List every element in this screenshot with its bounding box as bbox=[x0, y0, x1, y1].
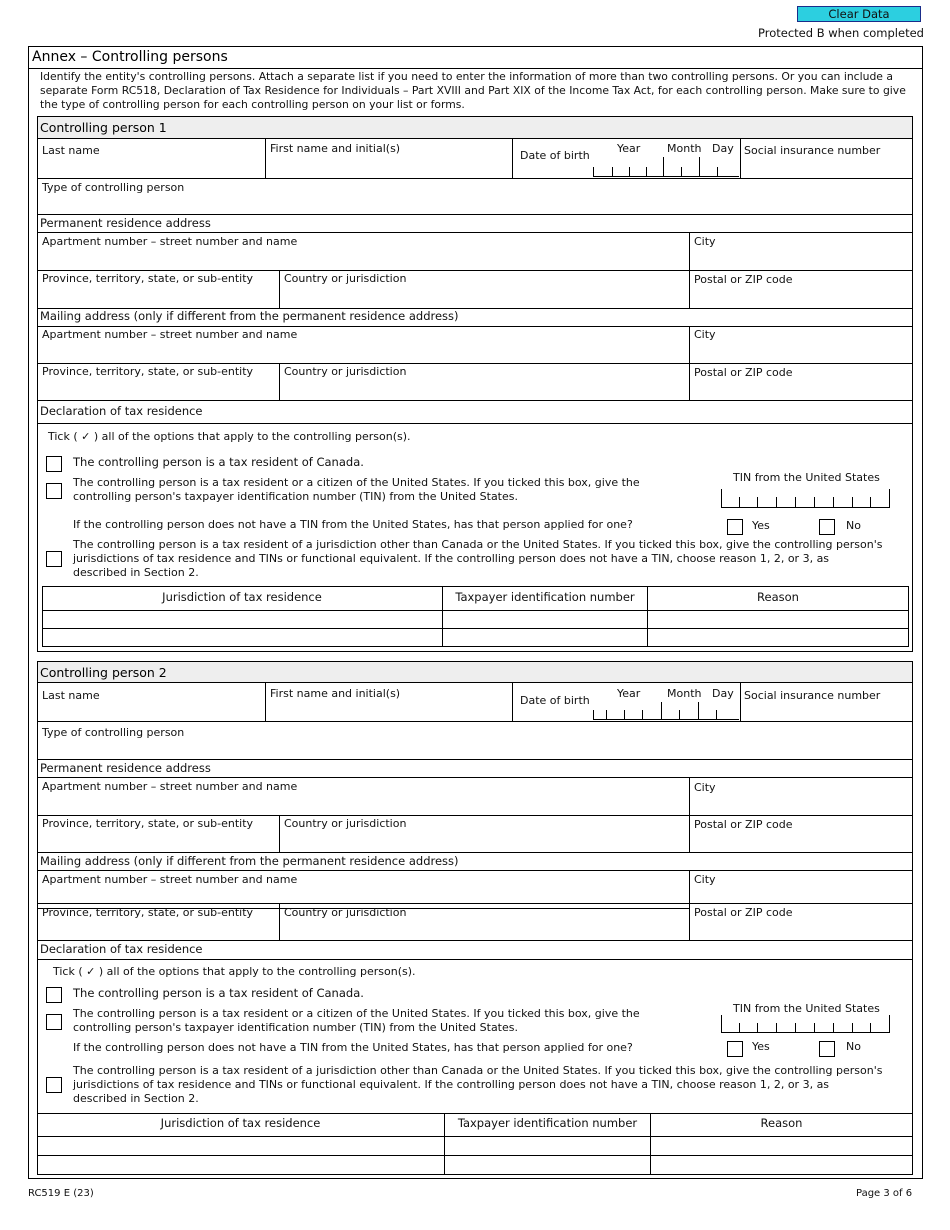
p1-type-input[interactable] bbox=[42, 196, 908, 214]
p2-yes-checkbox[interactable] bbox=[727, 1041, 743, 1057]
p1-month-label: Month bbox=[667, 142, 702, 155]
p2-row1-jurisdiction[interactable] bbox=[39, 1138, 442, 1154]
p1-last-name-input[interactable] bbox=[42, 158, 260, 176]
p1-city-input[interactable] bbox=[694, 250, 908, 268]
page-number: Page 3 of 6 bbox=[856, 1188, 913, 1199]
p1-postal-label: Postal or ZIP code bbox=[694, 273, 793, 286]
p2-col-reason: Reason bbox=[760, 1116, 803, 1130]
p1-row2-reason[interactable] bbox=[649, 630, 907, 645]
p1-first-name-label: First name and initial(s) bbox=[270, 142, 401, 155]
p1-province-input[interactable] bbox=[42, 288, 274, 306]
p1-tin-us-label: TIN from the United States bbox=[733, 471, 880, 484]
p1-us-label: The controlling person is a tax resident or a citizen of the United States. If you ticked this box, give the controlling person's taxpayer identification number (TIN) from the United States. bbox=[73, 476, 640, 503]
person-2-title: Controlling person 2 bbox=[40, 665, 167, 680]
p1-col-jurisdiction: Jurisdiction of tax residence bbox=[162, 590, 322, 604]
intro-text: Identify the entity's controlling persons. Attach a separate list if you need to enter the information of more than two controlling persons. Or you can include a separate Form RC518, Declaration of Tax Residence for Individuals – Part XVIII and Part XIX of the Income Tax Act, for each controlling person. Make sure to give the type of controlling person for each controlling person on your list or forms. bbox=[40, 70, 906, 111]
p2-mail-country-label: Country or jurisdiction bbox=[284, 906, 407, 919]
person-1-title: Controlling person 1 bbox=[40, 120, 167, 135]
p1-row2-jurisdiction[interactable] bbox=[44, 630, 440, 645]
p2-mail-apartment-label: Apartment number – street number and name bbox=[42, 873, 298, 886]
p1-yes-label: Yes bbox=[752, 519, 770, 532]
p2-us-checkbox[interactable] bbox=[46, 1014, 62, 1030]
p2-year-label: Year bbox=[617, 687, 641, 700]
p2-permanent-address-header: Permanent residence address bbox=[40, 761, 211, 775]
p2-row2-tin[interactable] bbox=[446, 1157, 648, 1173]
p1-mail-city-input[interactable] bbox=[694, 343, 908, 361]
p2-col-jurisdiction: Jurisdiction of tax residence bbox=[160, 1116, 321, 1130]
p1-country-label: Country or jurisdiction bbox=[284, 272, 407, 285]
p1-apartment-label: Apartment number – street number and name bbox=[42, 235, 298, 248]
p2-tick-instruction: Tick ( ✓ ) all of the options that apply to the controlling person(s). bbox=[53, 965, 416, 978]
p1-day-label: Day bbox=[712, 142, 734, 155]
clear-data-button[interactable]: Clear Data bbox=[797, 6, 921, 22]
p1-mail-country-label: Country or jurisdiction bbox=[284, 365, 407, 378]
p2-canada-checkbox[interactable] bbox=[46, 987, 62, 1003]
p1-canada-checkbox[interactable] bbox=[46, 456, 62, 472]
p2-first-name-input[interactable] bbox=[270, 702, 508, 720]
p1-row2-tin[interactable] bbox=[444, 630, 645, 645]
p2-mail-postal-input[interactable] bbox=[694, 921, 908, 939]
p1-sin-label: Social insurance number bbox=[744, 144, 881, 157]
p2-no-label: No bbox=[846, 1040, 861, 1053]
p2-mail-province-label: Province, territory, state, or sub-entity bbox=[42, 906, 254, 919]
p2-mail-province-input[interactable] bbox=[42, 921, 274, 939]
p1-first-name-input[interactable] bbox=[270, 158, 508, 176]
p1-postal-input[interactable] bbox=[694, 288, 908, 306]
p2-apartment-input[interactable] bbox=[42, 795, 684, 813]
p2-mail-city-label: City bbox=[694, 873, 716, 886]
p1-no-checkbox[interactable] bbox=[819, 519, 835, 535]
p2-type-input[interactable] bbox=[42, 741, 908, 757]
p1-applied-question: If the controlling person does not have a TIN from the United States, has that person applied for one? bbox=[73, 518, 633, 531]
p1-row1-tin[interactable] bbox=[444, 612, 645, 627]
p2-other-checkbox[interactable] bbox=[46, 1077, 62, 1093]
p2-no-checkbox[interactable] bbox=[819, 1041, 835, 1057]
p2-country-input[interactable] bbox=[284, 832, 684, 850]
p1-tick-instruction: Tick ( ✓ ) all of the options that apply to the controlling person(s). bbox=[48, 430, 411, 443]
p2-country-label: Country or jurisdiction bbox=[284, 817, 407, 830]
p1-city-label: City bbox=[694, 235, 716, 248]
p1-mail-city-label: City bbox=[694, 328, 716, 341]
p1-no-label: No bbox=[846, 519, 861, 532]
p2-province-label: Province, territory, state, or sub-entity bbox=[42, 817, 254, 830]
p2-other-label: The controlling person is a tax resident of a jurisdiction other than Canada or the United States. If you ticked this box, give the controlling person's jurisdictions of tax residence and TINs or functional equivalent. If the controlling person does not have a TIN, choose reason 1, 2, or 3, as described in Section 2. bbox=[73, 1064, 883, 1105]
p1-mailing-address-header: Mailing address (only if different from the permanent residence address) bbox=[40, 309, 459, 323]
p2-yes-label: Yes bbox=[752, 1040, 770, 1053]
p2-last-name-input[interactable] bbox=[42, 702, 260, 720]
p2-sin-input[interactable] bbox=[744, 702, 910, 720]
p1-other-label: The controlling person is a tax resident of a jurisdiction other than Canada or the United States. If you ticked this box, give the controlling person's jurisdictions of tax residence and TINs or functional equivalent. If the controlling person does not have a TIN, choose reason 1, 2, or 3, as described in Section 2. bbox=[73, 538, 883, 579]
p2-row1-reason[interactable] bbox=[652, 1138, 910, 1154]
p1-canada-label: The controlling person is a tax resident of Canada. bbox=[73, 455, 364, 469]
p2-col-tin: Taxpayer identification number bbox=[457, 1116, 638, 1130]
p1-col-tin: Taxpayer identification number bbox=[455, 590, 635, 604]
p2-canada-label: The controlling person is a tax resident of Canada. bbox=[73, 986, 364, 1000]
p2-row1-tin[interactable] bbox=[446, 1138, 648, 1154]
p1-mail-province-label: Province, territory, state, or sub-entity bbox=[42, 365, 254, 378]
protected-label: Protected B when completed bbox=[758, 26, 924, 40]
p2-dob-combs[interactable] bbox=[593, 719, 739, 720]
p2-tin-us-label: TIN from the United States bbox=[733, 1002, 880, 1015]
p2-mailing-address-header: Mailing address (only if different from the permanent residence address) bbox=[40, 854, 459, 868]
p2-sin-label: Social insurance number bbox=[744, 689, 881, 702]
p2-postal-label: Postal or ZIP code bbox=[694, 818, 793, 831]
p1-dob-label: Date of birth bbox=[520, 149, 590, 162]
p1-us-checkbox[interactable] bbox=[46, 483, 62, 499]
p2-last-name-label: Last name bbox=[42, 689, 100, 702]
p1-mail-province-input[interactable] bbox=[42, 380, 274, 398]
p1-mail-postal-input[interactable] bbox=[694, 380, 908, 398]
p2-mail-apartment-input[interactable] bbox=[42, 888, 684, 902]
p1-other-checkbox[interactable] bbox=[46, 551, 62, 567]
p1-permanent-address-header: Permanent residence address bbox=[40, 216, 211, 230]
p1-col-reason: Reason bbox=[757, 590, 799, 604]
p1-row1-jurisdiction[interactable] bbox=[44, 612, 440, 627]
p2-city-input[interactable] bbox=[694, 795, 908, 813]
p1-year-label: Year bbox=[617, 142, 641, 155]
p2-postal-input[interactable] bbox=[694, 832, 908, 850]
p2-province-input[interactable] bbox=[42, 832, 274, 850]
p2-mail-postal-label: Postal or ZIP code bbox=[694, 906, 793, 919]
p2-row2-reason[interactable] bbox=[652, 1157, 910, 1173]
p1-type-label: Type of controlling person bbox=[42, 181, 185, 194]
annex-title: Annex – Controlling persons bbox=[32, 49, 228, 65]
p2-first-name-label: First name and initial(s) bbox=[270, 687, 401, 700]
p1-row1-reason[interactable] bbox=[649, 612, 907, 627]
p2-apartment-label: Apartment number – street number and name bbox=[42, 780, 298, 793]
form-id: RC519 E (23) bbox=[28, 1188, 94, 1199]
p1-declaration-header: Declaration of tax residence bbox=[40, 404, 203, 418]
p1-last-name-label: Last name bbox=[42, 144, 100, 157]
p1-mail-postal-label: Postal or ZIP code bbox=[694, 366, 793, 379]
p2-tin-us-input[interactable] bbox=[721, 1015, 889, 1033]
p2-month-label: Month bbox=[667, 687, 702, 700]
p1-sin-input[interactable] bbox=[744, 158, 910, 176]
p1-mail-apartment-input[interactable] bbox=[42, 343, 684, 361]
p1-mail-country-input[interactable] bbox=[284, 380, 684, 398]
p2-mail-city-input[interactable] bbox=[694, 888, 908, 902]
p1-mail-apartment-label: Apartment number – street number and name bbox=[42, 328, 298, 341]
p1-apartment-input[interactable] bbox=[42, 250, 684, 268]
p1-tin-us-input[interactable] bbox=[721, 489, 889, 509]
p1-yes-checkbox[interactable] bbox=[727, 519, 743, 535]
p2-declaration-header: Declaration of tax residence bbox=[40, 942, 203, 956]
p2-us-label: The controlling person is a tax resident or a citizen of the United States. If you ticked this box, give the controlling person's taxpayer identification number (TIN) from the United States. bbox=[73, 1007, 640, 1034]
p2-mail-country-input[interactable] bbox=[284, 921, 684, 939]
p1-province-label: Province, territory, state, or sub-entity bbox=[42, 272, 254, 285]
p2-applied-question: If the controlling person does not have a TIN from the United States, has that person applied for one? bbox=[73, 1041, 633, 1054]
p2-day-label: Day bbox=[712, 687, 734, 700]
p2-city-label: City bbox=[694, 781, 716, 794]
p2-type-label: Type of controlling person bbox=[42, 726, 185, 739]
p2-dob-label: Date of birth bbox=[520, 694, 590, 707]
p2-row2-jurisdiction[interactable] bbox=[39, 1157, 442, 1173]
p1-country-input[interactable] bbox=[284, 288, 684, 306]
